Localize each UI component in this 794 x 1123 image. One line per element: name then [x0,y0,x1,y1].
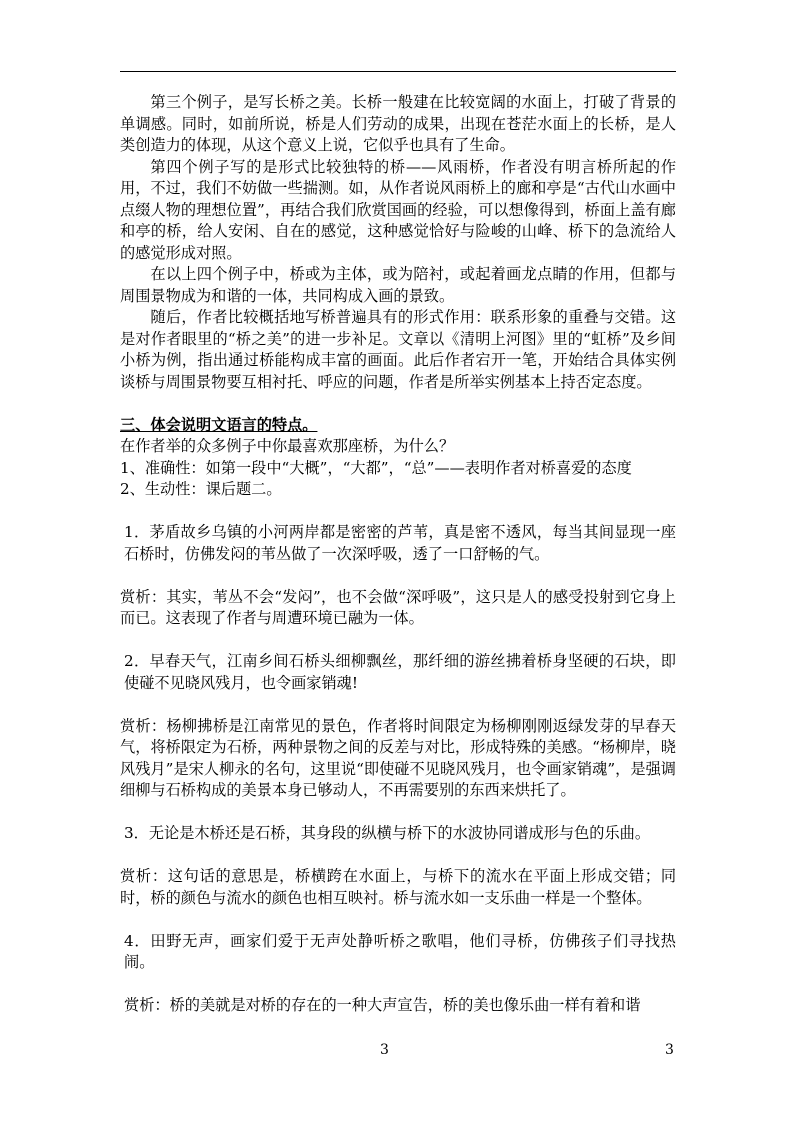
paragraph-four-examples: 在以上四个例子中，桥或为主体，或为陪衬，或起着画龙点睛的作用，但都与周围景物成为和谐的一体，共同构成入画的景致。 [120,265,676,305]
example-analysis-1: 赏析：其实，苇丛不会“发闷”，也不会做“深呼吸”，这只是人的感受投射到它身上而已。这表现了作者与周遭环境已融为一体。 [120,587,676,627]
page-number-right: 3 [665,1042,674,1058]
example-sentence-2: 2．早春天气，江南乡间石桥头细柳飘丝，那纤细的游丝拂着桥身坚硬的石块，即使碰不见晓风残月，也令画家销魂! [124,652,676,692]
document-body [120,92,676,1017]
section-question: 在作者举的众多例子中你最喜欢那座桥，为什么？ [120,437,455,455]
example-sentence-1: 1．茅盾故乡乌镇的小河两岸都是密密的芦苇，真是密不透风，每当其间显现一座石桥时，仿佛发闷的苇丛做了一次深呼吸，透了一口舒畅的气。 [124,523,676,563]
example-analysis-2: 赏析：杨柳拂桥是江南常见的景色，作者将时间限定为杨柳刚刚返绿发芽的早春天气，将桥限定为石桥，两种景物之间的反差与对比，形成特殊的美感。“杨柳岸，晓风残月”是宋人柳永的名句，这里说“即使碰不见晓风残月，也令画家销魂”，是强调细柳与石桥构成的美景本身已够动人，不再需要别的东西来烘托了。 [120,716,676,799]
example-sentence-3: 3．无论是木桥还是石桥，其身段的纵横与桥下的水波协同谱成形与色的乐曲。 [124,824,651,842]
example-analysis-4: 赏析：桥的美就是对桥的存在的一种大声宣告，桥的美也像乐曲一样有着和谐 [124,996,641,1014]
header-rule [120,71,676,72]
list-item-accuracy: 1、准确性：如第一段中“大概”，“大都”，“总”——表明作者对桥喜爱的态度 [120,458,632,477]
page-number-center: 3 [380,1042,389,1058]
list-item-vividness: 2、生动性：课后题二。 [120,480,282,498]
paragraph-form-function: 随后，作者比较概括地写桥普遍具有的形式作用：联系形象的重叠与交错。这是对作者眼里的“桥之美”的进一步补足。文章以《清明上河图》里的“虹桥”及乡间小桥为例，指出通过桥能构成丰富的画面。此后作者宕开一笔，开始结合具体实例谈桥与周围景物要互相衬托、呼应的问题，作者是所举实例基本上持否定态度。 [120,308,676,391]
section-heading: 三、体会说明文语言的特点。 [120,415,318,434]
paragraph-wind-rain-bridge: 第四个例子写的是形式比较独特的桥——风雨桥，作者没有明言桥所起的作用，不过，我们不妨做一些揣测。如，从作者说风雨桥上的廊和亭是“古代山水画中点缀人物的理想位置”，再结合我们欣赏国画的经验，可以想像得到，桥面上盖有廊和亭的桥，给人安闲、自在的感觉，这种感觉恰好与险峻的山峰、桥下的急流给人的感觉形成对照。 [120,157,676,262]
paragraph-long-bridge: 第三个例子，是写长桥之美。长桥一般建在比较宽阔的水面上，打破了背景的单调感。同时，如前所说，桥是人们劳动的成果，出现在苍茫水面上的长桥，是人类创造力的体现，从这个意义上说，它似乎也具有了生命。 [120,93,676,154]
example-analysis-3: 赏析：这句话的意思是，桥横跨在水面上，与桥下的流水在平面上形成交错；同时，桥的颜色与流水的颜色也相互映衬。桥与流水如一支乐曲一样是一个整体。 [120,867,676,907]
example-sentence-4: 4．田野无声，画家们爱于无声处静听桥之歌唱，他们寻桥，仿佛孩子们寻找热闹。 [124,931,676,971]
